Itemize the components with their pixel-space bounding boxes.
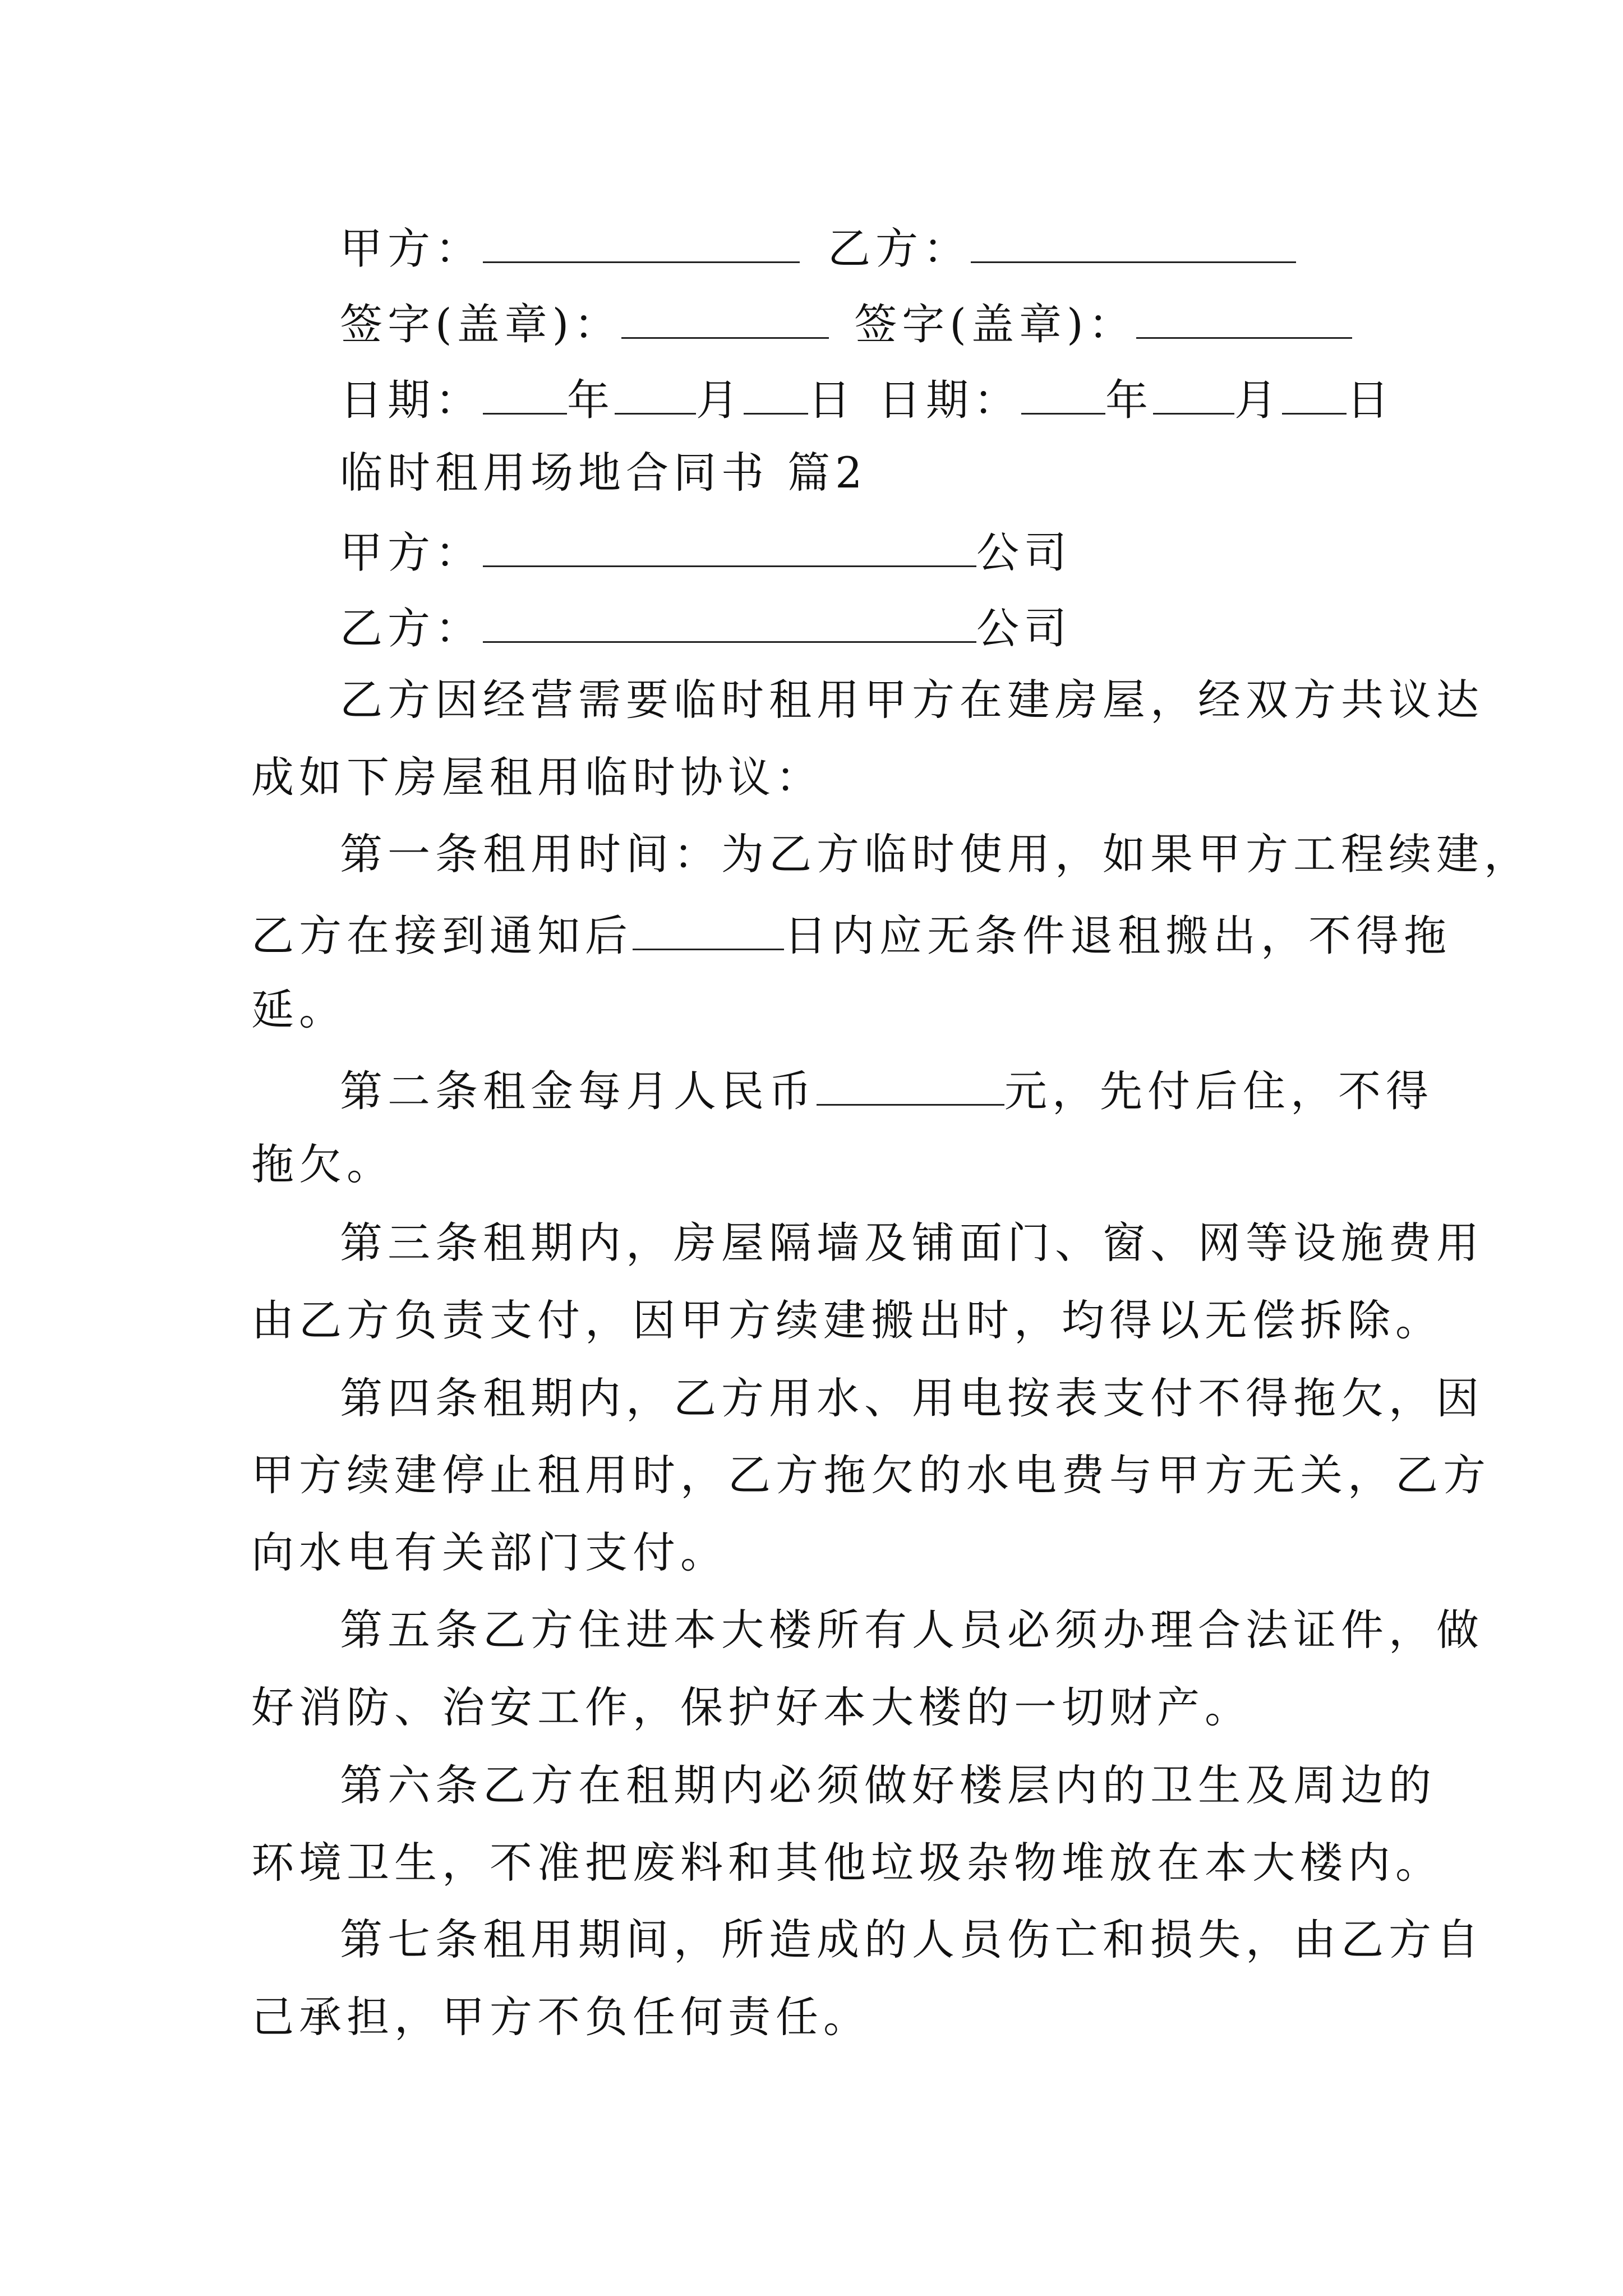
year-label: 年 <box>1105 375 1153 425</box>
article-2-line-1: 第二条租金每月人民币 元，先付后住，不得 <box>340 1066 1433 1116</box>
day-blank <box>744 375 808 415</box>
article-3-line-1: 第三条租期内，房屋隔墙及铺面门、窗、网等设施费用 <box>340 1218 1484 1268</box>
party-a-sign-blank <box>621 299 829 339</box>
company-suffix: 公司 <box>976 603 1072 654</box>
year-label: 年 <box>567 375 615 425</box>
article-4-line-2: 甲方续建停止租用时，乙方拖欠的水电费与甲方无关，乙方 <box>251 1450 1491 1500</box>
party-b-blank <box>971 223 1296 263</box>
signature-date-row <box>340 375 1394 425</box>
party-a-date-label: 日期： <box>340 375 483 425</box>
party-b-company-blank <box>483 603 976 643</box>
party-b-date-label: 日期： <box>878 375 1021 425</box>
month-label: 月 <box>696 375 744 425</box>
article-1-line-2: 乙方在接到通知后 日内应无条件退租搬出，不得拖 <box>251 910 1451 961</box>
party-b-label: 乙方： <box>340 603 483 654</box>
article-3-line-2: 由乙方负责支付，因甲方续建搬出时，均得以无偿拆除。 <box>251 1295 1443 1345</box>
signature-sign-row <box>340 299 1352 349</box>
party-a-company-blank <box>483 527 976 567</box>
intro-line-1: 乙方因经营需要临时租用甲方在建房屋，经双方共议达 <box>340 675 1484 725</box>
section-party-a-row <box>340 527 1072 578</box>
article-7-line-1: 第七条租用期间，所造成的人员伤亡和损失，由乙方自 <box>340 1915 1484 1964</box>
signature-party-row <box>340 223 1296 274</box>
party-a-sign-label: 签字(盖章)： <box>340 299 622 349</box>
month-blank <box>1153 375 1234 415</box>
article-1-line-1: 第一条租用时间：为乙方临时使用，如果甲方工程续建， <box>340 829 1532 879</box>
intro-line-2: 成如下房屋租用临时协议： <box>251 752 823 802</box>
article-2-line-2: 拖欠。 <box>251 1139 394 1189</box>
article-1-line-3: 延。 <box>251 984 347 1034</box>
article-6-line-2: 环境卫生，不准把废料和其他垃圾杂物堆放在本大楼内。 <box>251 1838 1443 1888</box>
party-b-label: 乙方： <box>828 223 971 274</box>
year-blank <box>483 375 567 415</box>
article-5-line-1: 第五条乙方住进本大楼所有人员必须办理合法证件，做 <box>340 1605 1484 1655</box>
month-blank <box>615 375 696 415</box>
article-4-line-3: 向水电有关部门支付。 <box>251 1527 728 1577</box>
article-6-line-1: 第六条乙方在租期内必须做好楼层内的卫生及周边的 <box>340 1760 1436 1810</box>
article-7-line-2: 己承担，甲方不负任何责任。 <box>251 1992 871 2042</box>
party-b-sign-label: 签字(盖章)： <box>854 299 1136 349</box>
day-blank <box>1282 375 1347 415</box>
party-b-sign-blank <box>1136 299 1352 339</box>
article-5-line-2: 好消防、治安工作，保护好本大楼的一切财产。 <box>251 1682 1252 1732</box>
party-a-label: 甲方： <box>340 223 483 274</box>
month-label: 月 <box>1234 375 1282 425</box>
notice-days-blank <box>633 910 784 950</box>
day-label: 日 <box>808 375 856 425</box>
article-4-line-1: 第四条租期内，乙方用水、用电按表支付不得拖欠，因 <box>340 1373 1484 1423</box>
party-a-blank <box>483 223 800 263</box>
day-label: 日 <box>1347 375 1394 425</box>
section-title: 临时租用场地合同书 篇2 <box>340 448 868 498</box>
company-suffix: 公司 <box>976 527 1072 578</box>
party-a-label: 甲方： <box>340 527 483 578</box>
section-party-b-row <box>340 603 1072 654</box>
year-blank <box>1021 375 1105 415</box>
rent-amount-blank <box>817 1066 1004 1106</box>
